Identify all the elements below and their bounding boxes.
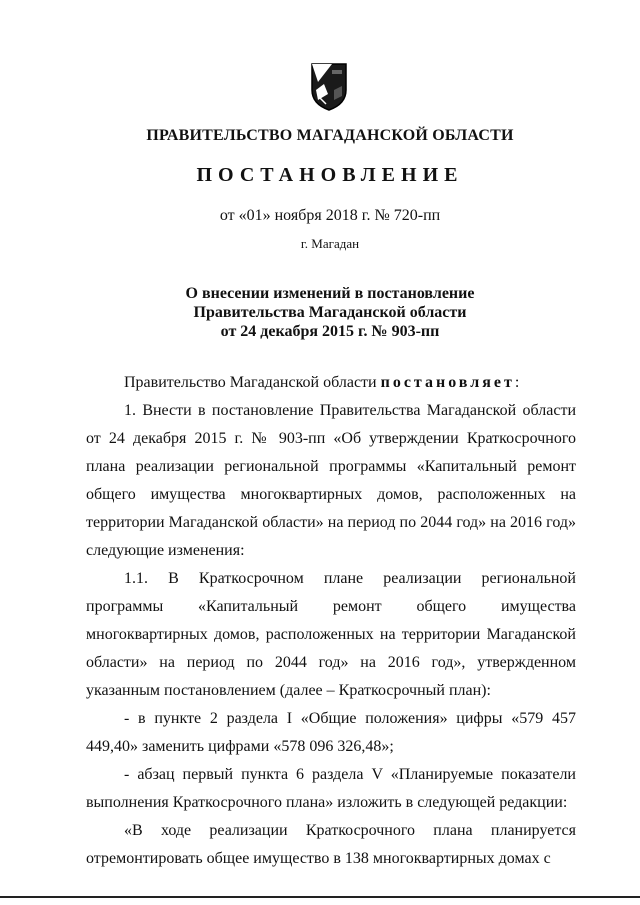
scan-edge-line bbox=[0, 896, 640, 898]
subject-line-3: от 24 декабря 2015 г. № 903-пп bbox=[220, 323, 440, 340]
organization-name: ПРАВИТЕЛЬСТВО МАГАДАНСКОЙ ОБЛАСТИ bbox=[146, 127, 514, 144]
intro-text: Правительство Магаданской области bbox=[124, 374, 381, 391]
document-subject bbox=[0, 284, 640, 341]
paragraph-quote: «В ходе реализации Краткосрочного плана планируется отремонтировать общее имущество в 138 многоквартирных домах с bbox=[86, 822, 576, 867]
paragraph-1: 1. Внести в постановление Правительства Магаданской области от 24 декабря 2015 г. № 903-пп «Об утверждении Краткосрочного плана реализации региональной программы «Капитальный ремонт общего имущества многоквартирных домов, расположенных на территории Магаданской области» на период по 2044 год» на 2016 год» следующие изменения: bbox=[86, 402, 576, 559]
intro-tail: : bbox=[514, 374, 520, 391]
resolution-verb: постановляет bbox=[380, 374, 515, 391]
coat-of-arms-emblem bbox=[304, 60, 354, 112]
paragraph-1-1: 1.1. В Краткосрочном плане реализации региональной программы «Капитальный ремонт общего имущества многоквартирных домов, расположенных на территории Магаданской области» на период по 2044 год» на 2016 год», утвержденном указанным постановлением (далее – Краткосрочный план): bbox=[86, 570, 576, 699]
document-date-number: от «01» ноября 2018 г. № 720-пп bbox=[219, 207, 441, 224]
subject-line-2: Правительства Магаданской области bbox=[193, 304, 467, 321]
document-city: г. Магадан bbox=[300, 236, 360, 251]
paragraph-item-1: - в пункте 2 раздела I «Общие положения» цифры «579 457 449,40» заменить цифрами «578 096 326,48»; bbox=[86, 710, 576, 755]
subject-line-1: О внесении изменений в постановление bbox=[185, 285, 475, 302]
paragraph-item-2: - абзац первый пункта 6 раздела V «Планируемые показатели выполнения Краткосрочного плана» изложить в следующей редакции: bbox=[86, 766, 576, 811]
document-type: ПОСТАНОВЛЕНИЕ bbox=[196, 164, 464, 186]
intro-paragraph bbox=[86, 369, 576, 397]
document-body bbox=[86, 369, 576, 873]
